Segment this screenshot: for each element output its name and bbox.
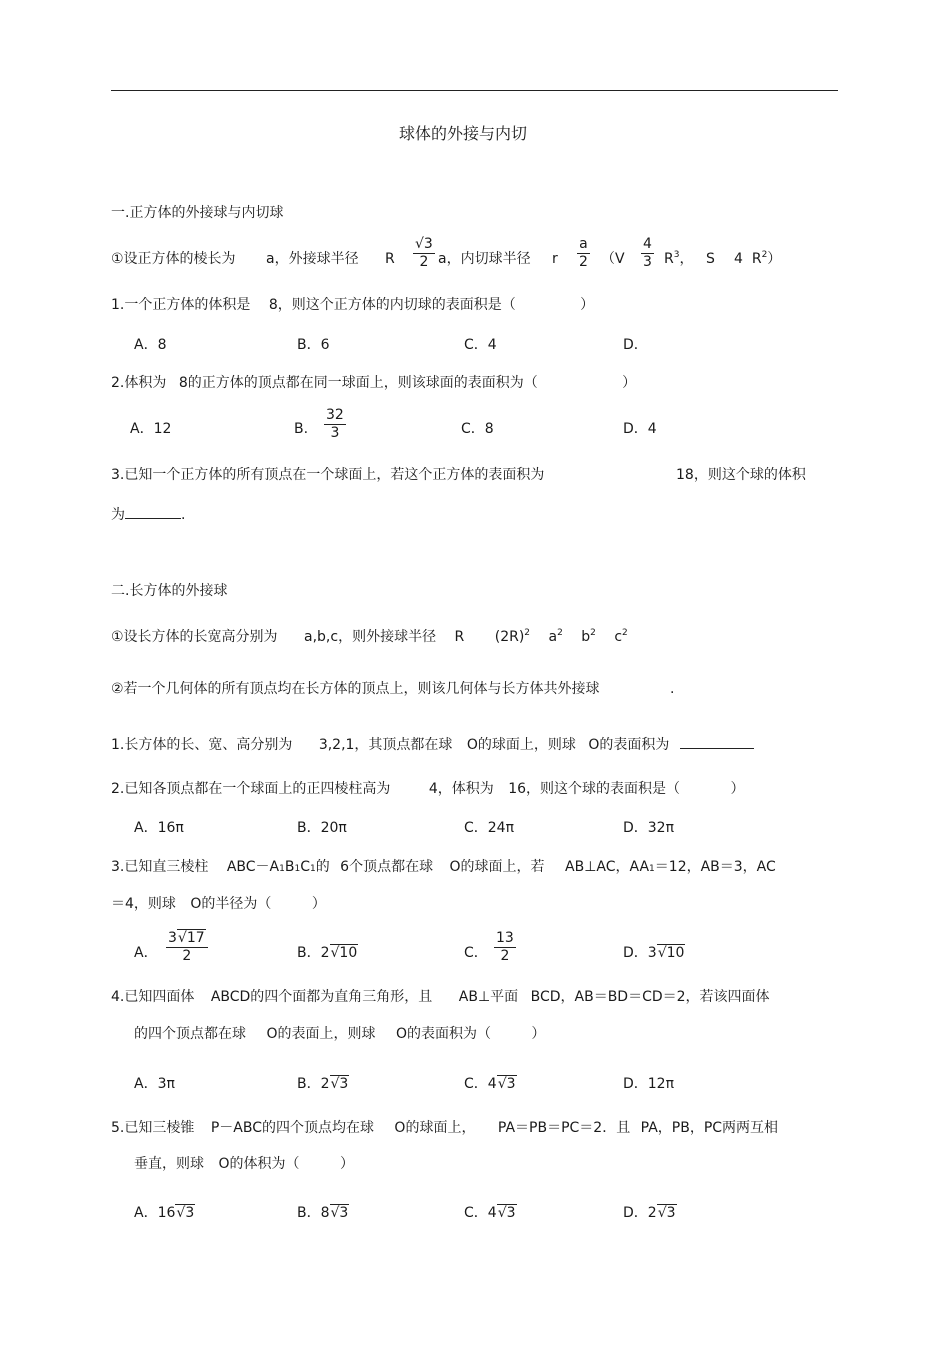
denominator: 2	[579, 254, 588, 270]
sqrt	[497, 1075, 517, 1093]
stem-text: 2.已知各顶点都在一个球面上的正四棱柱高为	[111, 781, 391, 797]
coef: 3	[168, 930, 177, 946]
option-c: C．	[464, 945, 488, 961]
radicand: √10	[330, 945, 358, 961]
stem-text: 8的正方体的顶点都在同一球面上，则该球面的表面积为（	[178, 375, 538, 391]
fraction	[166, 930, 208, 965]
exponent: 2	[761, 250, 768, 260]
formula-var: R	[385, 251, 395, 267]
stem-text: 4，体积为	[428, 781, 494, 797]
stem-text: 垂直，则球	[134, 1156, 204, 1172]
stem-text: O的半径为（	[190, 896, 272, 912]
option-a: A．3π	[134, 1076, 175, 1092]
s2-q1	[111, 734, 754, 754]
coef: C．4	[464, 1205, 497, 1221]
option-a: A．12	[130, 421, 172, 437]
radicand: √3	[330, 1076, 349, 1092]
cuboid-note	[111, 680, 674, 698]
coef: B．2	[297, 1076, 330, 1092]
option-c: C．8	[461, 421, 494, 437]
stem-text: P－ABC的四个顶点均在球	[210, 1120, 374, 1136]
s2-q2-stem	[111, 780, 744, 798]
numerator: 4	[643, 236, 652, 252]
option-a	[134, 1204, 195, 1222]
option-b: B．20π	[297, 820, 347, 836]
stem-text: B	[284, 859, 295, 875]
fraction	[413, 236, 435, 271]
radicand: √3	[497, 1205, 516, 1221]
stem-text: 2.体积为	[111, 375, 167, 391]
fraction	[641, 236, 654, 271]
formula-var: r	[552, 251, 558, 267]
stem-text: O的体积为（	[218, 1156, 300, 1172]
note-text: ②若一个几何体的所有顶点均在长方体的顶点上，则该几何体与长方体共外接球	[111, 681, 600, 697]
stem-text: 的四个顶点都在球	[134, 1026, 246, 1042]
radicand: √3	[176, 1205, 195, 1221]
exponent: 2	[622, 628, 628, 638]
formula-text: （V	[601, 251, 625, 267]
stem-text: 1.长方体的长、宽、高分别为	[111, 737, 293, 753]
subscript: 1	[279, 864, 285, 874]
stem-text: O的球面上，	[394, 1120, 476, 1136]
option-d: D．12π	[623, 1076, 675, 1092]
sqrt	[330, 944, 359, 962]
option-d: D．4	[623, 421, 657, 437]
coef: D．2	[623, 1205, 657, 1221]
page-title: 球体的外接与内切	[399, 124, 528, 143]
option-a: A．	[134, 945, 158, 961]
s1-q3-line1b: 18，则这个球的体积	[676, 467, 806, 483]
stem-text: 为	[111, 507, 125, 523]
fraction	[324, 407, 346, 442]
stem-text: PA＝PB＝PC＝2．且	[497, 1120, 631, 1136]
var-r: R	[664, 251, 674, 267]
option-c	[464, 1075, 517, 1093]
formula-var	[734, 250, 781, 268]
stem-text: ABC－A	[226, 859, 280, 875]
sqrt	[657, 944, 686, 962]
term: b	[581, 629, 591, 645]
stem-text: AB⊥AC，AA	[565, 859, 650, 875]
coef: B．2	[297, 945, 330, 961]
subscript: 1	[649, 864, 655, 874]
var-r: R	[751, 251, 762, 267]
fraction	[577, 236, 590, 271]
stem-text: PA，PB，PC两两互相	[640, 1120, 779, 1136]
formula-text: a,b,c，则外接球半径	[304, 629, 437, 645]
formula-text: a，外接球半径	[266, 251, 359, 267]
option-a: A．8	[134, 337, 167, 353]
stem-text: O的球面上，则球	[466, 737, 576, 753]
cuboid-formula	[111, 628, 628, 646]
paren-close: ）	[730, 781, 745, 797]
option-c: C．4	[464, 337, 497, 353]
sqrt	[330, 1075, 350, 1093]
answer-blank[interactable]	[680, 734, 754, 749]
option-b: B．6	[297, 337, 330, 353]
option-a: A．16π	[134, 820, 184, 836]
s2-q5-line1	[111, 1119, 778, 1137]
exponent: 2	[557, 628, 563, 638]
paren-close: ）	[580, 297, 595, 313]
subscript: 1	[309, 864, 316, 874]
sqrt	[330, 1204, 350, 1222]
s1-q2-stem	[111, 374, 636, 392]
exponent: 3	[673, 250, 680, 260]
formula-var	[548, 629, 562, 645]
formula-var	[495, 629, 530, 645]
paren-close: ）	[531, 1026, 546, 1042]
denominator: 3	[330, 425, 340, 441]
formula-text: a，内切球半径	[438, 251, 531, 267]
stem-text: 3,2,1，其顶点都在球	[318, 737, 453, 753]
answer-blank[interactable]	[125, 504, 181, 519]
term: a	[548, 629, 558, 645]
s2-q5-line2	[134, 1155, 354, 1173]
s1-q3-line2	[111, 504, 185, 524]
subscript: 1	[294, 864, 301, 874]
term: c	[614, 629, 623, 645]
option-d	[623, 944, 685, 962]
s2-q4-line2	[134, 1025, 545, 1043]
section-1-heading: 一.正方体的外接球与内切球	[111, 205, 284, 221]
s1-q3-line1: 3.已知一个正方体的所有顶点在一个球面上，若这个正方体的表面积为	[111, 467, 545, 483]
numerator: √3	[415, 236, 433, 252]
sqrt	[175, 1204, 195, 1222]
formula-var	[614, 629, 627, 645]
numerator: a	[577, 236, 590, 254]
paren-close: ）	[767, 251, 782, 267]
formula-text: ①设长方体的长宽高分别为	[111, 629, 278, 645]
s2-q3-line2	[111, 895, 326, 913]
sqrt	[177, 930, 206, 947]
stem-text: 6个顶点都在球	[340, 859, 434, 875]
denominator: 2	[182, 948, 192, 964]
option-b	[297, 944, 358, 962]
coef: B．8	[297, 1205, 330, 1221]
period: .	[670, 681, 675, 697]
radicand: √3	[330, 1205, 349, 1221]
stem-text: 3.已知直三棱柱	[111, 859, 209, 875]
coef: 4	[734, 251, 743, 267]
denominator: 3	[643, 254, 652, 270]
stem-text: BCD，AB＝BD＝CD＝2，若该四面体	[530, 989, 770, 1005]
s2-q4-line1	[111, 988, 770, 1006]
denominator: 2	[419, 254, 429, 270]
header-rule	[111, 90, 838, 91]
coef: D．3	[623, 945, 657, 961]
stem-text: 16，则这个球的表面积是（	[508, 781, 681, 797]
stem-text: AB⊥平面	[458, 989, 519, 1005]
s2-q3-line1	[111, 858, 776, 878]
formula-var	[581, 629, 596, 645]
numerator: 13	[496, 930, 514, 946]
exponent: 2	[590, 628, 596, 638]
stem-text: ＝12，AB＝3，AC	[654, 859, 776, 875]
stem-text: 8，则这个正方体的内切球的表面积是（	[268, 297, 516, 313]
section-2-heading: 二.长方体的外接球	[111, 583, 228, 599]
option-b	[297, 1075, 349, 1093]
period: .	[181, 507, 186, 523]
option-b: B.	[294, 421, 309, 437]
radicand: √10	[657, 945, 685, 961]
radicand: √17	[177, 930, 205, 946]
stem-text: O的表面积为（	[395, 1026, 491, 1042]
exponent: 2	[524, 628, 531, 638]
denominator: 2	[500, 948, 510, 964]
option-d: D．	[623, 337, 648, 353]
stem-text: ABCD的四个面都为直角三角形，且	[210, 989, 433, 1005]
paren-close: ）	[339, 1156, 354, 1172]
option-d: D．32π	[623, 820, 675, 836]
radicand: √3	[497, 1076, 516, 1092]
stem-text: 4.已知四面体	[111, 989, 195, 1005]
paren-close: ）	[311, 896, 326, 912]
stem-text: 5.已知三棱锥	[111, 1120, 195, 1136]
paren-close: ）	[622, 375, 637, 391]
term: (2R)	[494, 629, 525, 645]
formula-var: S	[706, 251, 715, 267]
sqrt	[497, 1204, 517, 1222]
fraction	[494, 930, 516, 965]
formula-var: R	[454, 629, 465, 645]
stem-text: 1.一个正方体的体积是	[111, 297, 251, 313]
option-c: C．24π	[464, 820, 515, 836]
formula-text: ①设正方体的棱长为	[111, 251, 236, 267]
coef: C．4	[464, 1076, 497, 1092]
s1-q1-stem	[111, 296, 594, 314]
stem-text: O的表面积为	[588, 737, 670, 753]
numerator	[166, 930, 208, 948]
coef: A．16	[134, 1205, 176, 1221]
option-b	[297, 1204, 349, 1222]
stem-text: ＝4，则球	[111, 896, 176, 912]
radicand: √3	[657, 1205, 676, 1221]
stem-text: O的球面上，若	[449, 859, 545, 875]
numerator: 32	[326, 407, 344, 423]
comma: ，	[679, 251, 694, 267]
option-d	[623, 1204, 677, 1222]
formula-var	[664, 250, 693, 268]
option-c	[464, 1204, 517, 1222]
stem-text: 的	[315, 859, 330, 875]
stem-text: O的表面上，则球	[266, 1026, 376, 1042]
sqrt	[657, 1204, 677, 1222]
stem-text: C	[300, 859, 310, 875]
